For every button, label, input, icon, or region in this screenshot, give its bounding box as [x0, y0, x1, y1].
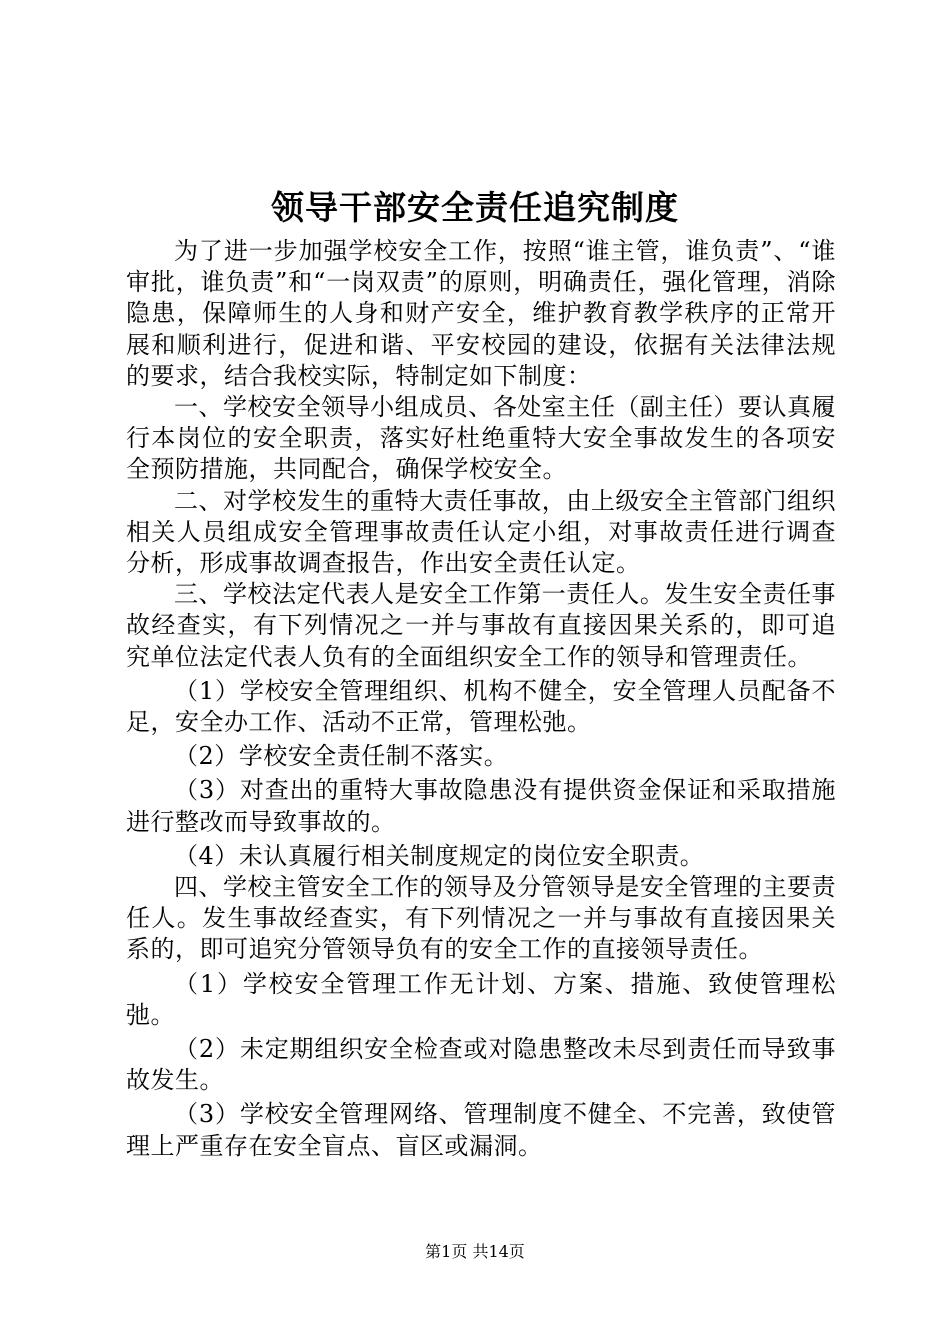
document-title: 领导干部安全责任追究制度 — [271, 188, 679, 227]
paragraph-section-3-item-2: （2）学校安全责任制不落实。 — [174, 742, 509, 771]
document-body — [126, 236, 836, 1162]
paragraph-section-4-item-3: （3）学校安全管理网络、管理制度不健全、不完善，致使管理上严重存在安全盲点、盲区或漏洞。 — [126, 1100, 836, 1160]
paragraph-section-2: 二、对学校发生的重特大责任事故，由上级安全主管部门组织相关人员组成安全管理事故责任认定小组，对事故责任进行调查分析，形成事故调查报告，作出安全责任认定。 — [126, 486, 836, 578]
paragraph-section-3-item-1: （1）学校安全管理组织、机构不健全，安全管理人员配备不足，安全办工作、活动不正常，管理松弛。 — [126, 676, 836, 737]
paragraph-section-3: 三、学校法定代表人是安全工作第一责任人。发生安全责任事故经查实，有下列情况之一并与事故有直接因果关系的，即可追究单位法定代表人负有的全面组织安全工作的领导和管理责任。 — [126, 580, 836, 671]
paragraph-section-3-item-4: （4）未认真履行相关制度规定的岗位安全职责。 — [174, 841, 705, 870]
page-number-footer: 第1页 共14页 — [425, 1242, 525, 1261]
paragraph-section-4-item-1: （1）学校安全管理工作无计划、方案、措施、致使管理松弛。 — [126, 969, 836, 1029]
paragraph-section-3-item-3: （3）对查出的重特大事故隐患没有提供资金保证和采取措施进行整改而导致事故的。 — [126, 776, 836, 836]
paragraph-section-1: 一、学校安全领导小组成员、各处室主任（副主任）要认真履行本岗位的安全职责，落实好杜绝重特大安全事故发生的各项安全预防措施，共同配合，确保学校安全。 — [126, 393, 836, 484]
paragraph-section-4: 四、学校主管安全工作的领导及分管领导是安全管理的主要责任人。发生事故经查实，有下列情况之一并与事故有直接因果关系的，即可追究分管领导负有的安全工作的直接领导责任。 — [126, 873, 836, 964]
paragraph-intro: 为了进一步加强学校安全工作，按照“谁主管，谁负责”、“谁审批，谁负责”和“一岗双责”的原则，明确责任，强化管理，消除隐患，保障师生的人身和财产安全，维护教育教学秩序的正常开展和顺利进行，促进和谐、平安校园的建设，依据有关法律法规的要求，结合我校实际，特制定如下制度： — [126, 237, 836, 390]
paragraph-section-4-item-2: （2）未定期组织安全检查或对隐患整改未尽到责任而导致事故发生。 — [126, 1035, 836, 1095]
